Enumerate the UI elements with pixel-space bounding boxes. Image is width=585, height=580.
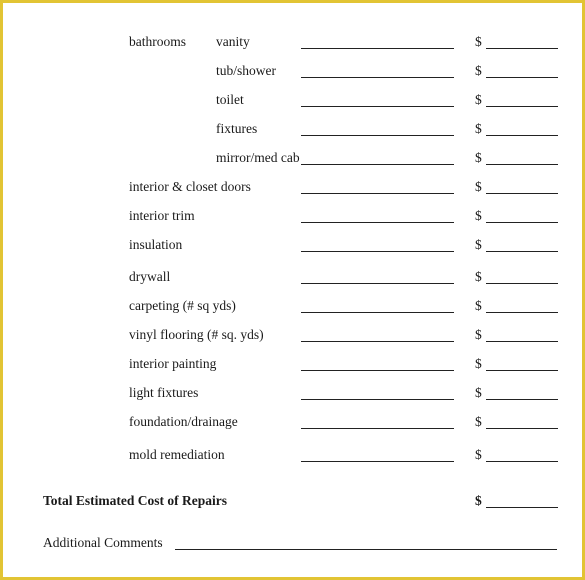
form-row	[3, 356, 585, 376]
form-row	[3, 385, 585, 405]
dollar-sign: $	[475, 269, 482, 284]
dollar-sign: $	[475, 298, 482, 313]
description-blank[interactable]	[301, 193, 454, 194]
row-category: bathrooms	[129, 34, 186, 49]
row-category: insulation	[129, 237, 183, 252]
row-category: carpeting (# sq yds)	[129, 298, 236, 313]
row-item: fixtures	[216, 121, 258, 136]
row-category: interior trim	[129, 208, 195, 223]
cost-blank[interactable]	[486, 461, 558, 462]
cost-blank[interactable]	[486, 370, 558, 371]
description-blank[interactable]	[301, 341, 454, 342]
description-blank[interactable]	[301, 399, 454, 400]
cost-blank[interactable]	[486, 341, 558, 342]
form-row	[3, 327, 585, 347]
description-blank[interactable]	[301, 48, 454, 49]
row-category: light fixtures	[129, 385, 199, 400]
form-row	[3, 150, 585, 170]
form-row	[3, 121, 585, 141]
row-category: drywall	[129, 269, 171, 284]
cost-blank[interactable]	[486, 399, 558, 400]
description-blank[interactable]	[301, 135, 454, 136]
dollar-sign: $	[475, 92, 482, 107]
cost-blank[interactable]	[486, 222, 558, 223]
comments-row	[3, 535, 585, 555]
dollar-sign: $	[475, 493, 482, 508]
cost-blank[interactable]	[486, 193, 558, 194]
dollar-sign: $	[475, 150, 482, 165]
form-row	[3, 269, 585, 289]
dollar-sign: $	[475, 63, 482, 78]
description-blank[interactable]	[301, 164, 454, 165]
description-blank[interactable]	[301, 283, 454, 284]
cost-blank[interactable]	[486, 106, 558, 107]
row-category: interior painting	[129, 356, 217, 371]
description-blank[interactable]	[301, 428, 454, 429]
form-row	[3, 447, 585, 467]
comments-blank[interactable]	[175, 549, 557, 550]
row-item: mirror/med cab	[216, 150, 300, 165]
cost-blank[interactable]	[486, 251, 558, 252]
dollar-sign: $	[475, 385, 482, 400]
description-blank[interactable]	[301, 251, 454, 252]
form-row	[3, 34, 585, 54]
cost-blank[interactable]	[486, 428, 558, 429]
total-row	[3, 493, 585, 513]
dollar-sign: $	[475, 237, 482, 252]
dollar-sign: $	[475, 121, 482, 136]
row-category: mold remediation	[129, 447, 225, 462]
dollar-sign: $	[475, 414, 482, 429]
form-row	[3, 298, 585, 318]
description-blank[interactable]	[301, 312, 454, 313]
cost-blank[interactable]	[486, 77, 558, 78]
row-item: toilet	[216, 92, 244, 107]
dollar-sign: $	[475, 327, 482, 342]
cost-blank[interactable]	[486, 48, 558, 49]
dollar-sign: $	[475, 34, 482, 49]
dollar-sign: $	[475, 356, 482, 371]
form-row	[3, 414, 585, 434]
dollar-sign: $	[475, 179, 482, 194]
row-item: vanity	[216, 34, 250, 49]
total-label: Total Estimated Cost of Repairs	[43, 493, 227, 508]
form-row	[3, 63, 585, 83]
description-blank[interactable]	[301, 106, 454, 107]
description-blank[interactable]	[301, 370, 454, 371]
form-row	[3, 92, 585, 112]
total-cost-blank[interactable]	[486, 507, 558, 508]
form-row	[3, 208, 585, 228]
cost-blank[interactable]	[486, 164, 558, 165]
cost-blank[interactable]	[486, 283, 558, 284]
comments-label: Additional Comments	[43, 535, 163, 550]
form-row	[3, 237, 585, 257]
dollar-sign: $	[475, 447, 482, 462]
row-category: vinyl flooring (# sq. yds)	[129, 327, 264, 342]
form-row	[3, 179, 585, 199]
description-blank[interactable]	[301, 461, 454, 462]
description-blank[interactable]	[301, 77, 454, 78]
row-category: foundation/drainage	[129, 414, 238, 429]
cost-blank[interactable]	[486, 312, 558, 313]
row-item: tub/shower	[216, 63, 276, 78]
description-blank[interactable]	[301, 222, 454, 223]
dollar-sign: $	[475, 208, 482, 223]
row-category: interior & closet doors	[129, 179, 251, 194]
cost-blank[interactable]	[486, 135, 558, 136]
